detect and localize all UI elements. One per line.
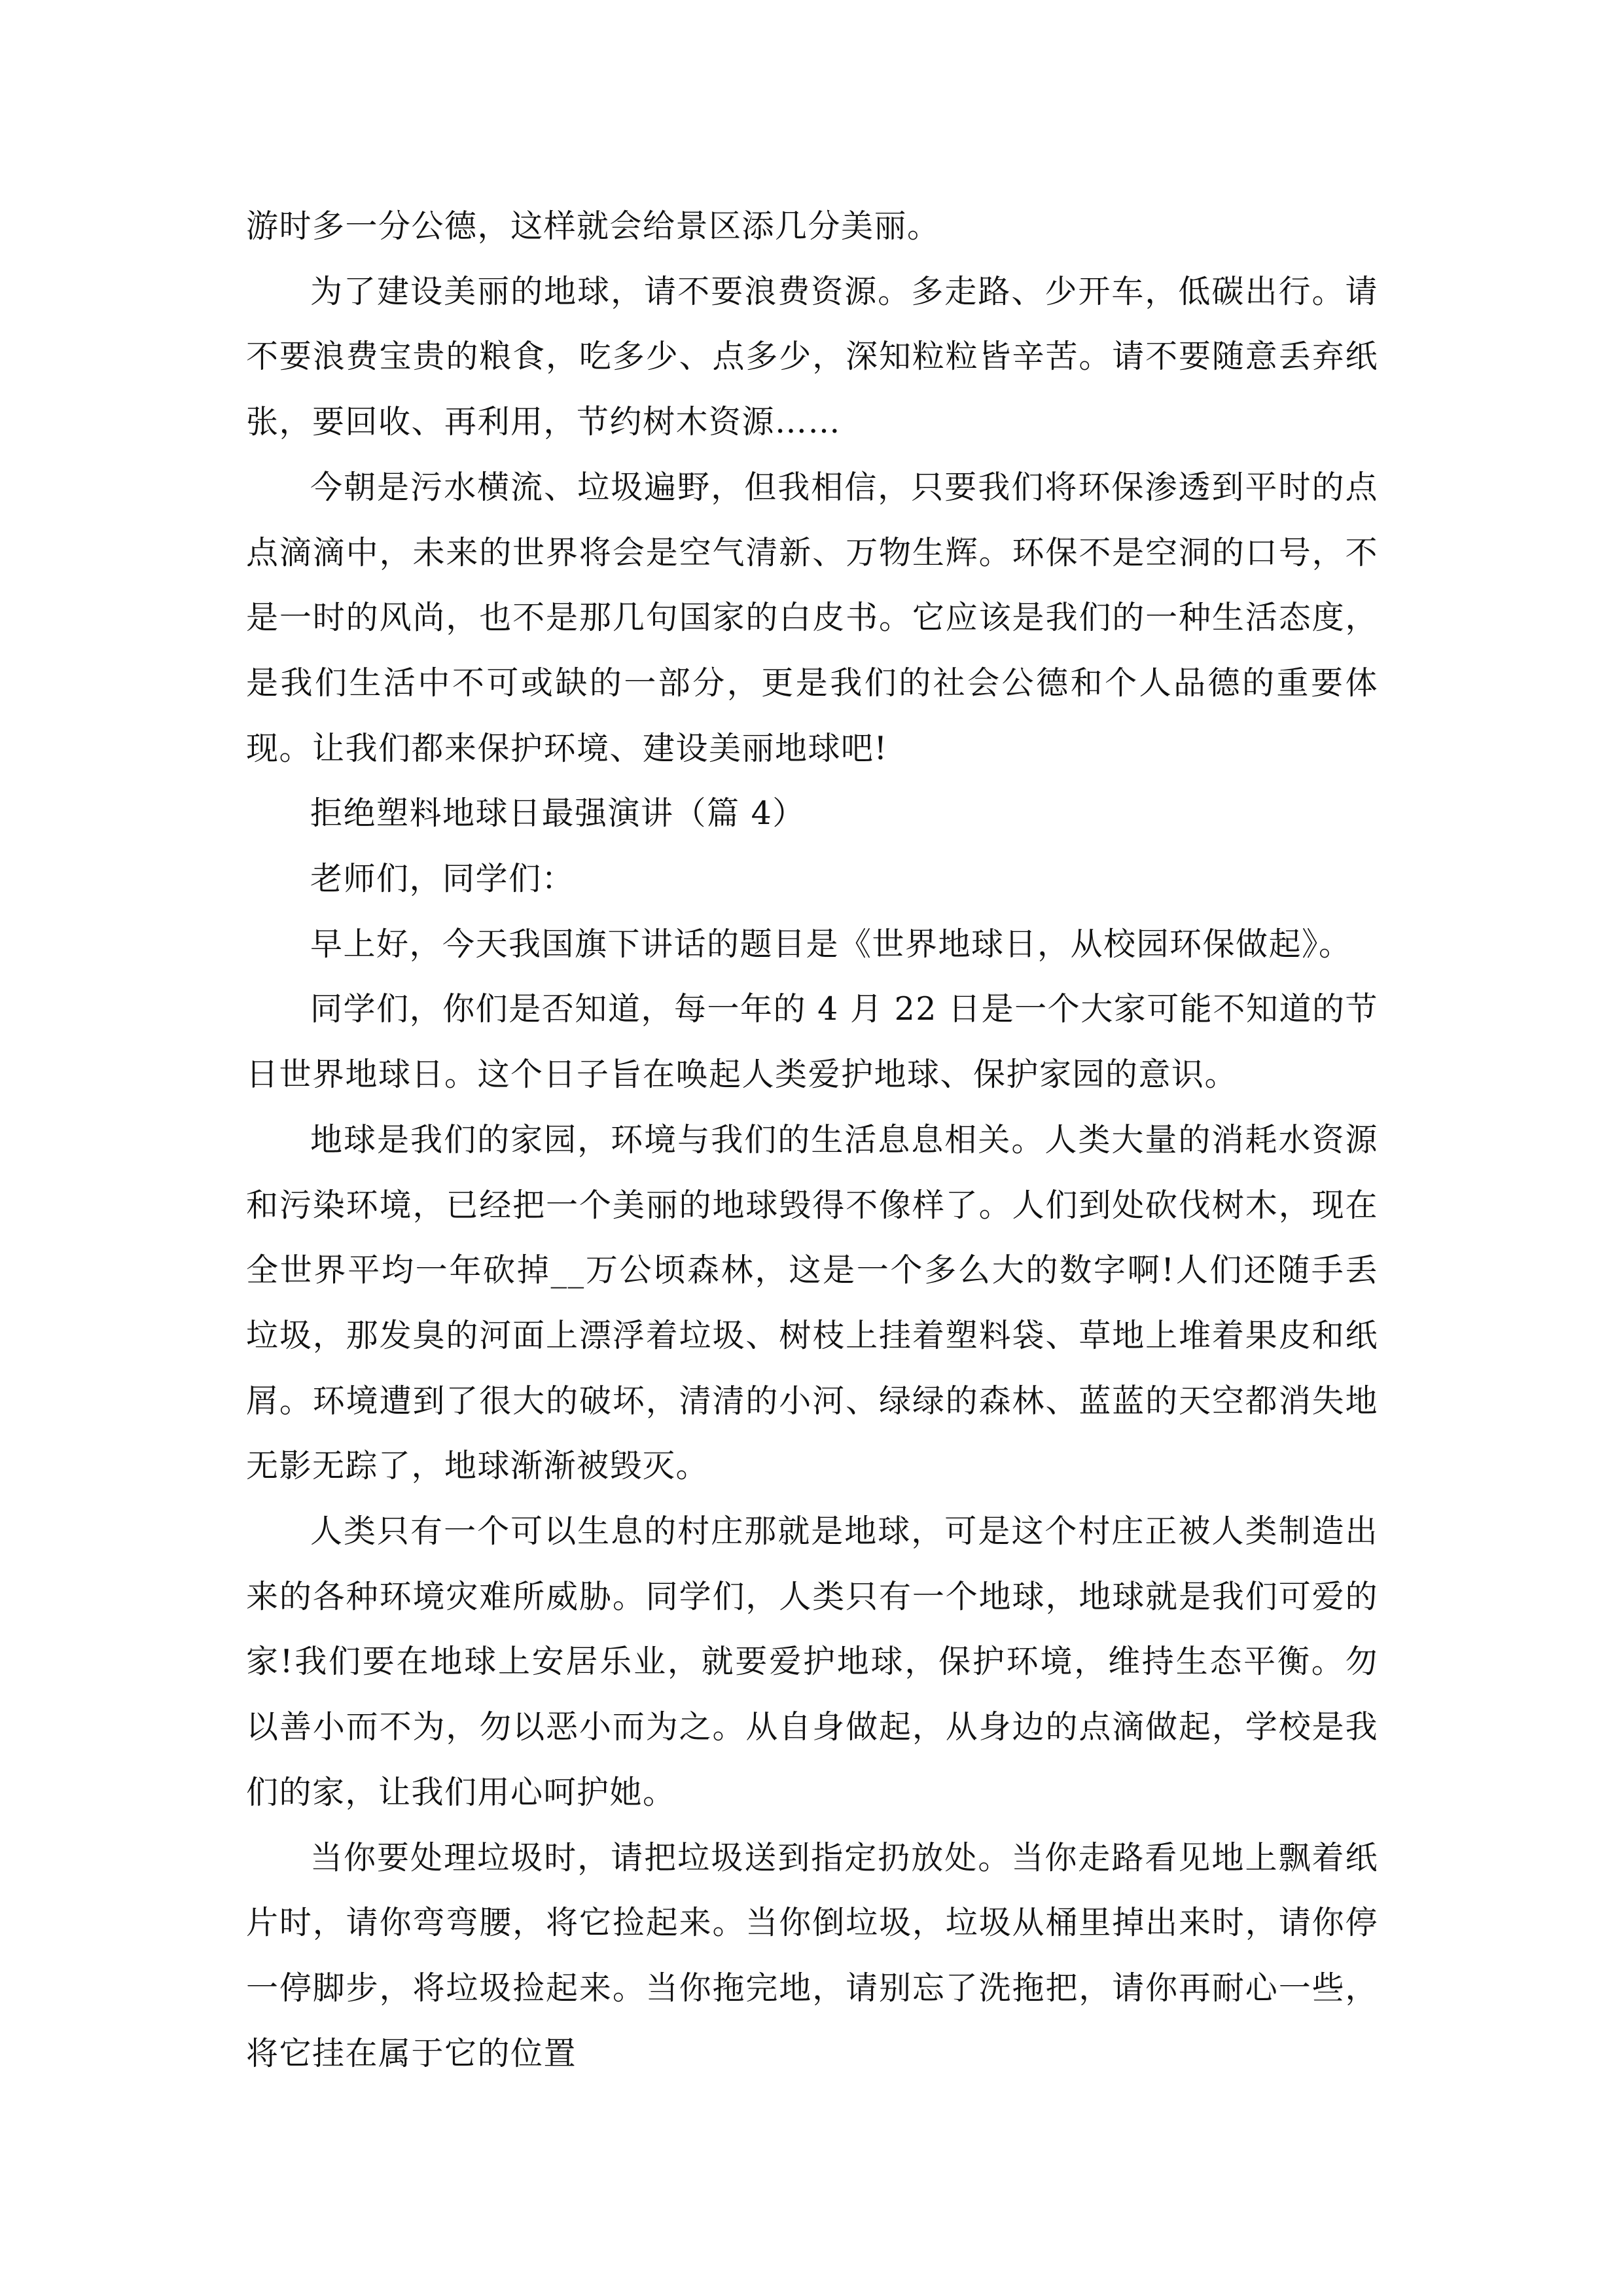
section-heading: 拒绝塑料地球日最强演讲（篇 4） xyxy=(310,795,806,833)
paragraph-greeting: 早上好，今天我国旗下讲话的题目是《世界地球日，从校园环保做起》。 xyxy=(310,925,1352,963)
paragraph-2: 为了建设美丽的地球，请不要浪费资源。多走路、少开车，低碳出行。请不要浪费宝贵的粮食，吃多少、点多少，深知粒粒皆辛苦。请不要随意丢弃纸张，要回收、再利用，节约树木资源…… xyxy=(246,272,1378,441)
paragraph-7: 同学们，你们是否知道，每一年的 4 月 22 日是一个大家可能不知道的节日世界地球日。这个日子旨在唤起人类爱护地球、保护家园的意识。 xyxy=(246,990,1378,1094)
salutation: 老师们，同学们： xyxy=(310,860,575,898)
paragraph-3: 今朝是污水横流、垃圾遍野，但我相信，只要我们将环保渗透到平时的点点滴滴中，未来的世界将会是空气清新、万物生辉。环保不是空洞的口号，不是一时的风尚，也不是那几句国家的白皮书。它应该是我们的一种生活态度，是我们生活中不可或缺的一部分，更是我们的社会公德和个人品德的重要体现。让我们都来保护环境、建设美丽地球吧! xyxy=(246,468,1378,767)
paragraph-10: 当你要处理垃圾时，请把垃圾送到指定扔放处。当你走路看见地上飘着纸片时，请你弯弯腰，将它捡起来。当你倒垃圾，垃圾从桶里掉出来时，请你停一停脚步，将垃圾捡起来。当你拖完地，请别忘了洗拖把，请你再耐心一些，将它挂在属于它的位置 xyxy=(246,1839,1378,2072)
paragraph-8: 地球是我们的家园，环境与我们的生活息息相关。人类大量的消耗水资源和污染环境，已经把一个美丽的地球毁得不像样了。人们到处砍伐树木，现在全世界平均一年砍掉__万公顷森林，这是一个多么大的数字啊!人们还随手丢垃圾，那发臭的河面上漂浮着垃圾、树枝上挂着塑料袋、草地上堆着果皮和纸屑。环境遭到了很大的破坏，清清的小河、绿绿的森林、蓝蓝的天空都消失地无影无踪了，地球渐渐被毁灭。 xyxy=(246,1121,1378,1485)
paragraph-9: 人类只有一个可以生息的村庄那就是地球，可是这个村庄正被人类制造出来的各种环境灾难所威胁。同学们，人类只有一个地球，地球就是我们可爱的家!我们要在地球上安居乐业，就要爱护地球，保护环境，维持生态平衡。勿以善小而不为，勿以恶小而为之。从自身做起，从身边的点滴做起，学校是我们的家，让我们用心呵护她。 xyxy=(246,1513,1378,1811)
document-body xyxy=(246,194,1378,2086)
paragraph-1: 游时多一分公德，这样就会给景区添几分美丽。 xyxy=(246,207,940,245)
